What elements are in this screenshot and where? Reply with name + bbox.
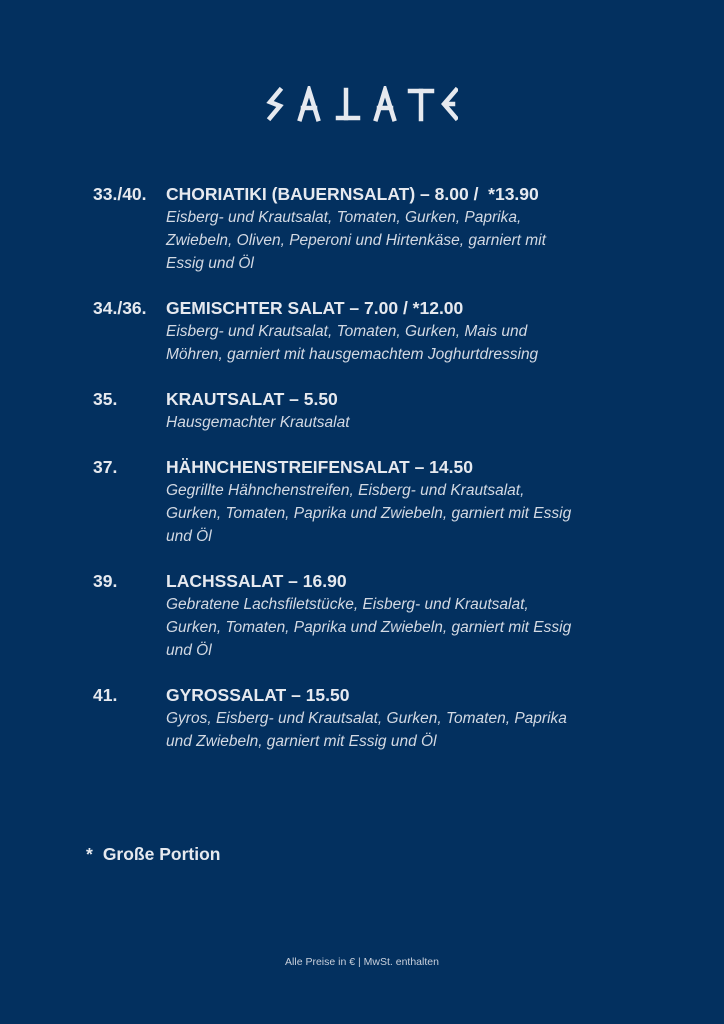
item-name-price: KRAUTSALAT – 5.50 — [166, 389, 338, 409]
menu-item — [93, 684, 653, 753]
greek-style-title-lettering — [266, 86, 458, 122]
footnote — [86, 844, 220, 865]
item-number: 35. — [93, 389, 118, 409]
price-footer: Alle Preise in € | MwSt. enthalten — [285, 956, 439, 968]
item-number: 34./36. — [93, 298, 147, 318]
item-number: 41. — [93, 685, 118, 705]
description-line: Gyros, Eisberg- und Krautsalat, Gurken, Tomaten, Paprika — [166, 710, 567, 727]
item-name-price: LACHSSALAT – 16.90 — [166, 571, 347, 591]
menu-item — [93, 297, 653, 366]
salad-menu-list — [93, 183, 653, 753]
description-line: Hausgemachter Krautsalat — [166, 414, 350, 431]
item-name-price: HÄHNCHENSTREIFENSALAT – 14.50 — [166, 457, 473, 477]
description-line: Gebratene Lachsfiletstücke, Eisberg- und Krautsalat, — [166, 596, 529, 613]
item-description — [166, 411, 653, 434]
description-line: Zwiebeln, Oliven, Peperoni und Hirtenkäse, garniert mit — [166, 232, 546, 249]
item-body — [166, 456, 653, 548]
item-number: 33./40. — [93, 184, 147, 204]
menu-item — [93, 570, 653, 662]
menu-item — [93, 388, 653, 434]
item-body — [166, 684, 653, 753]
footnote-symbol: * — [86, 844, 93, 864]
menu-item — [93, 456, 653, 548]
item-description — [166, 206, 653, 275]
item-body — [166, 297, 653, 366]
menu-item — [93, 183, 653, 275]
item-description — [166, 707, 653, 753]
item-body — [166, 388, 653, 434]
item-name-price: CHORIATIKI (BAUERNSALAT) – 8.00 / *13.90 — [166, 184, 539, 204]
page-title — [0, 86, 724, 127]
item-name-price: GEMISCHTER SALAT – 7.00 / *12.00 — [166, 298, 464, 318]
description-line: Gegrillte Hähnchenstreifen, Eisberg- und Krautsalat, — [166, 482, 525, 499]
description-line: und Zwiebeln, garniert mit Essig und Öl — [166, 733, 437, 750]
item-name-price: GYROSSALAT – 15.50 — [166, 685, 350, 705]
description-line: Eisberg- und Krautsalat, Tomaten, Gurken, Mais und — [166, 323, 528, 340]
description-line: Eisberg- und Krautsalat, Tomaten, Gurken, Paprika, — [166, 209, 522, 226]
description-line: und Öl — [166, 528, 212, 545]
item-description — [166, 320, 653, 366]
item-description — [166, 479, 653, 548]
description-line: Gurken, Tomaten, Paprika und Zwiebeln, garniert mit Essig — [166, 505, 572, 522]
description-line: Gurken, Tomaten, Paprika und Zwiebeln, garniert mit Essig — [166, 619, 572, 636]
description-line: und Öl — [166, 642, 212, 659]
item-number: 37. — [93, 457, 118, 477]
description-line: Essig und Öl — [166, 255, 254, 272]
footnote-text: Große Portion — [102, 844, 221, 864]
item-body — [166, 183, 653, 275]
description-line: Möhren, garniert mit hausgemachtem Joghurtdressing — [166, 346, 539, 363]
item-number: 39. — [93, 571, 118, 591]
item-body — [166, 570, 653, 662]
item-description — [166, 593, 653, 662]
